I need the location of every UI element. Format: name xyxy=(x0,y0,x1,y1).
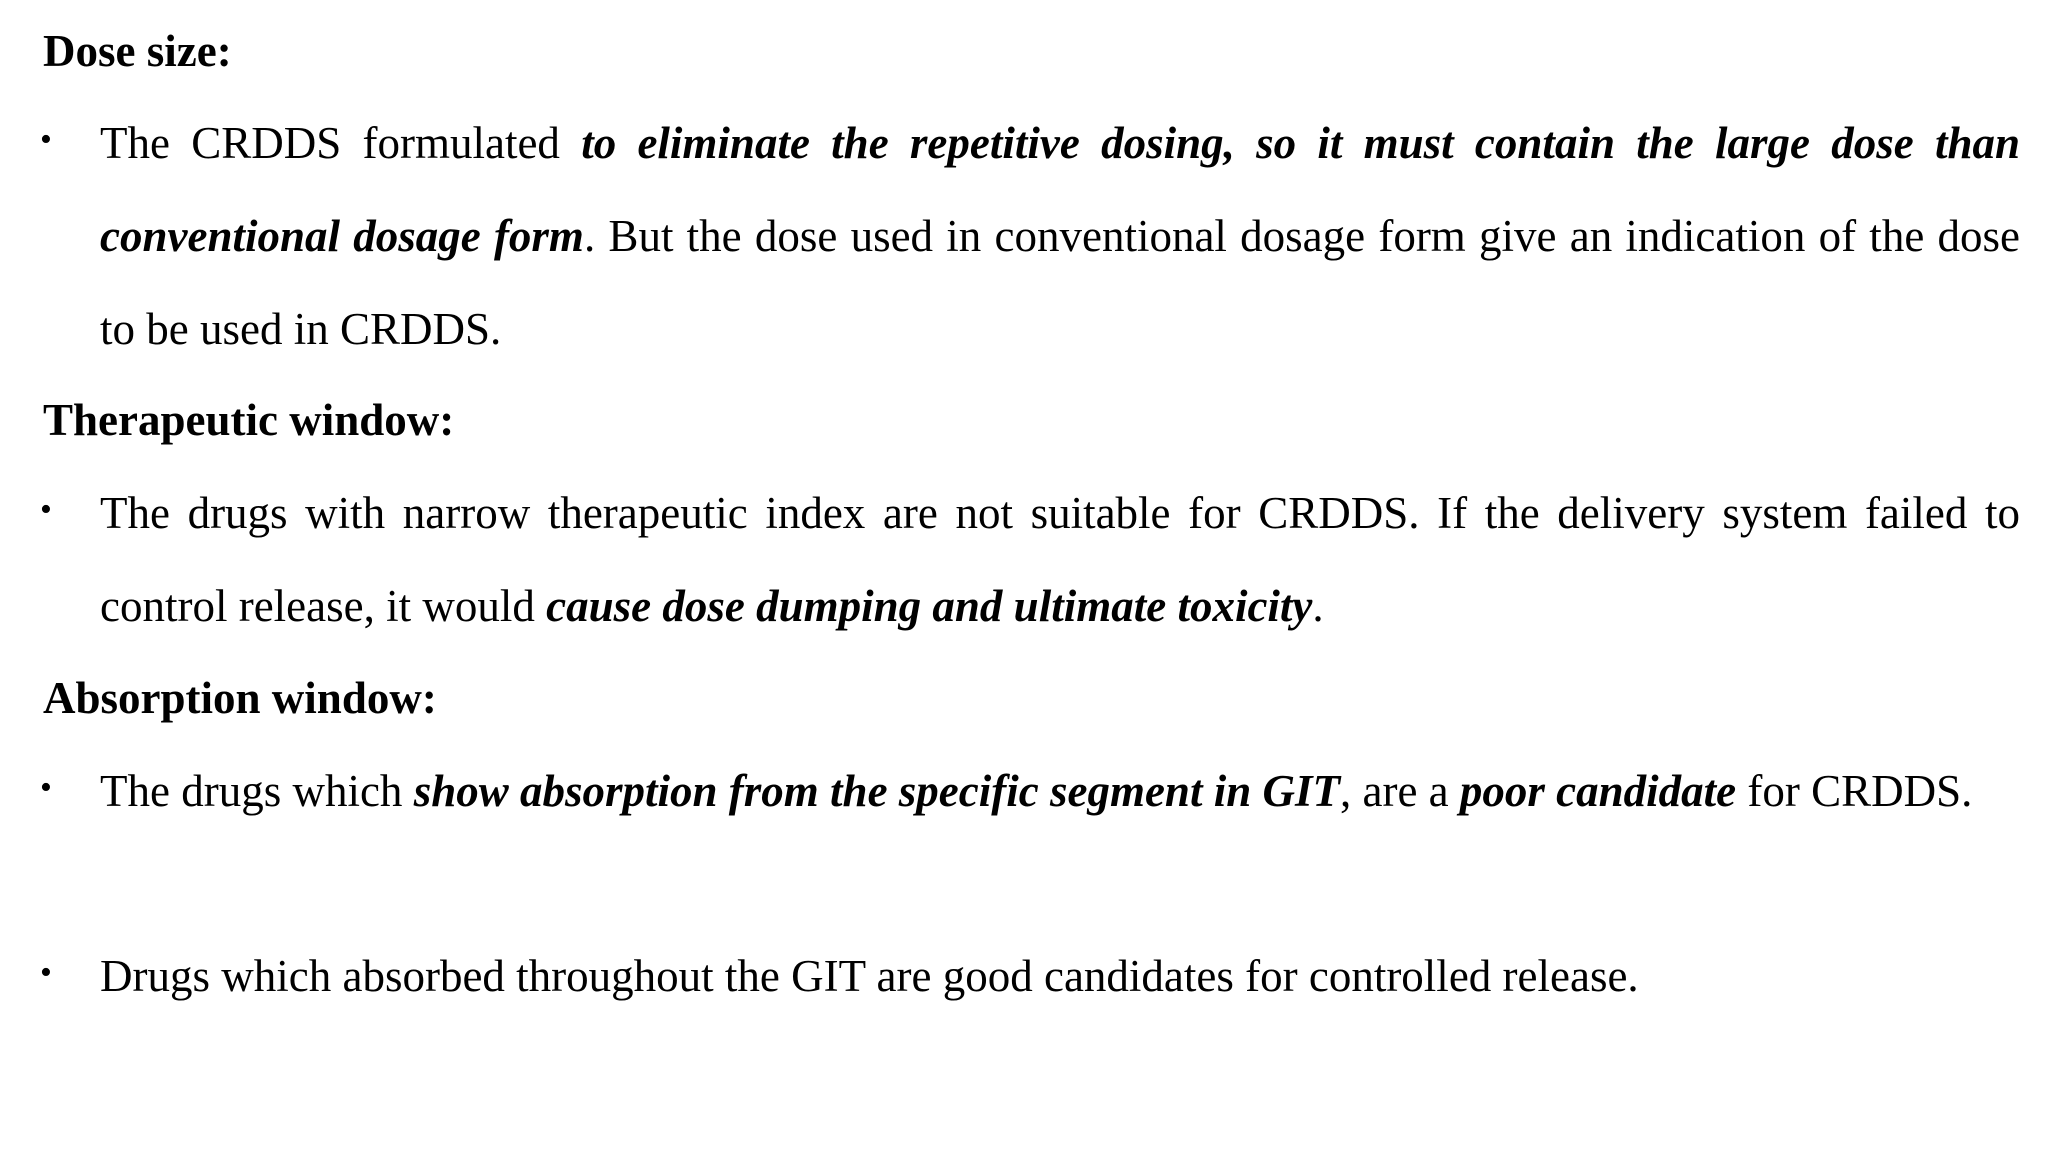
bullet-marker: • xyxy=(40,954,52,991)
bullet-marker: • xyxy=(40,769,52,806)
text-run: The drugs with narrow therapeutic index are not suitable for CRDDS. If the delivery system failed to control release, it would xyxy=(100,488,2020,631)
text-run: Drugs which absorbed throughout the GIT are good candidates for controlled release. xyxy=(100,951,1639,1001)
bullet-marker: • xyxy=(40,121,52,158)
bullet-text-git-absorption xyxy=(100,930,2020,1023)
text-run: The drugs which xyxy=(100,766,414,816)
bullet-text-dose-size xyxy=(100,97,2020,376)
text-run: . But the dose used in conventional dosage form give an indication of the dose to be used in CRDDS. xyxy=(100,211,2020,354)
text-run: The CRDDS formulated xyxy=(100,118,582,168)
bullet-text-therapeutic-window xyxy=(100,467,2020,653)
bullet-text-absorption-window xyxy=(100,745,2020,838)
section-heading-therapeutic-window: Therapeutic window: xyxy=(43,395,455,445)
section-heading-absorption-window: Absorption window: xyxy=(43,673,437,723)
emphasis-run: to eliminate the repetitive dosing, so it must contain the large dose than conventional dosage form xyxy=(100,118,2020,261)
section-heading-dose-size: Dose size: xyxy=(43,26,232,76)
text-run: , are a xyxy=(1340,766,1460,816)
bullet-marker: • xyxy=(40,491,52,528)
emphasis-run: poor candidate xyxy=(1459,766,1737,816)
emphasis-run: show absorption from the specific segment in GIT xyxy=(413,766,1340,816)
text-run: . xyxy=(1312,581,1324,631)
text-run: for CRDDS. xyxy=(1736,766,1973,816)
emphasis-run: cause dose dumping and ultimate toxicity xyxy=(546,581,1313,631)
